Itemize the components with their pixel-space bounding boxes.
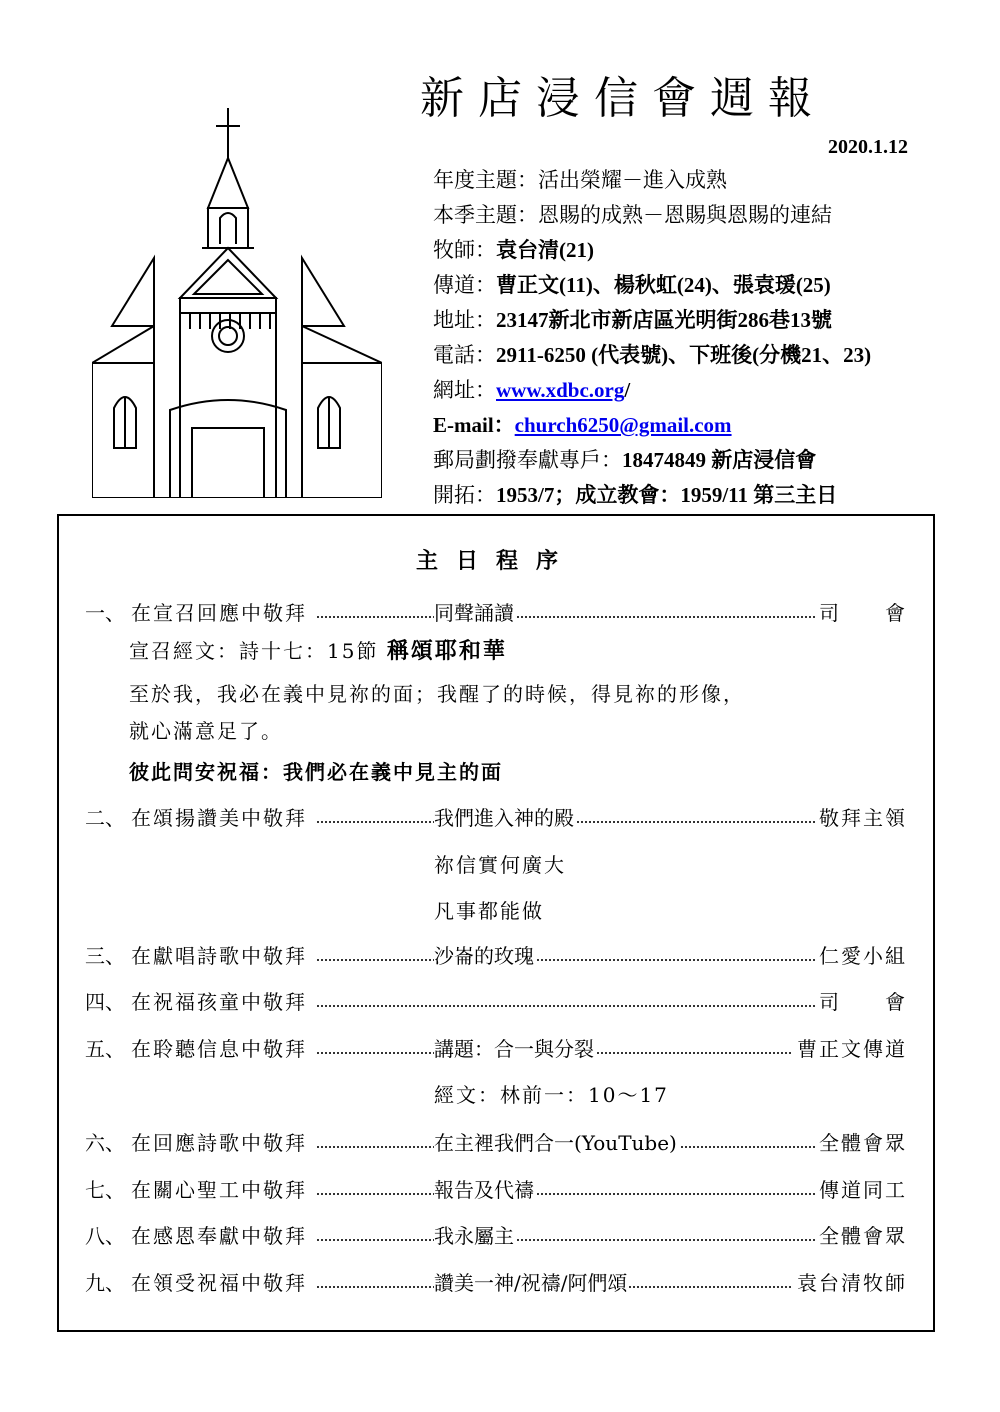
row-number: 一、 (85, 601, 125, 625)
phone-line: 電話：2911-6250 (代表號)、下班後(分機21、23) (433, 343, 872, 367)
row-item: 我永屬主 (434, 1221, 516, 1251)
row-section: 在宣召回應中敬拜 (131, 601, 307, 625)
program-row (85, 1034, 907, 1064)
program-row (85, 803, 907, 833)
program-row (85, 598, 907, 628)
program-row (85, 1268, 907, 1298)
row-leader: 傳道同工 (815, 1175, 907, 1205)
row-leader: 司 會 (815, 598, 907, 628)
row-number: 九、 (85, 1271, 125, 1295)
row-leader: 敬拜主領 (815, 803, 907, 833)
row-item: 報告及代禱 (434, 1175, 536, 1205)
season-theme-line: 本季主題：恩賜的成熟－恩賜與恩賜的連結 (433, 203, 832, 227)
dot-leader (317, 1005, 815, 1007)
row-leader: 全體會眾 (815, 1221, 907, 1251)
row-leader: 全體會眾 (815, 1128, 907, 1158)
call-verse-line: 宣召經文：詩十七：15節 稱頌耶和華 (129, 638, 507, 664)
program-row (85, 987, 907, 1017)
row-item: 在主裡我們合一(YouTube) (434, 1128, 679, 1158)
row-leader: 袁台清牧師 (793, 1268, 907, 1298)
row-section: 在聆聽信息中敬拜 (131, 1037, 307, 1061)
postal-line: 郵局劃撥奉獻專戶：18474849 新店浸信會 (433, 448, 817, 472)
call-verse-text-2: 就心滿意足了。 (129, 719, 283, 743)
row-number: 三、 (85, 944, 125, 968)
program-row (85, 1221, 907, 1251)
row-item: 同聲誦讀 (434, 598, 516, 628)
row-item: 講題：合一與分裂 (434, 1034, 596, 1064)
row-item: 我們進入神的殿 (434, 803, 576, 833)
greeting-line: 彼此問安祝福：我們必在義中見主的面 (129, 760, 503, 784)
bulletin-date: 2020.1.12 (828, 136, 908, 158)
email-link[interactable]: church6250@gmail.com (514, 413, 732, 437)
bulletin-title: 新店浸信會週報 (420, 73, 826, 124)
row-section: 在獻唱詩歌中敬拜 (131, 944, 307, 968)
row-number: 四、 (85, 990, 125, 1014)
song-3: 凡事都能做 (434, 899, 544, 923)
call-verse-text-1: 至於我，我必在義中見祢的面；我醒了的時候，得見祢的形像， (129, 682, 745, 706)
row-section: 在領受祝福中敬拜 (131, 1271, 307, 1295)
row-leader: 司 會 (815, 987, 907, 1017)
website-line: 網址：www.xdbc.org/ (433, 378, 631, 402)
row-section: 在關心聖工中敬拜 (131, 1178, 307, 1202)
website-link[interactable]: www.xdbc.org (496, 378, 625, 402)
row-section: 在回應詩歌中敬拜 (131, 1131, 307, 1155)
church-illustration (92, 108, 382, 498)
program-title: 主日程序 (415, 548, 576, 574)
song-2: 祢信實何廣大 (434, 853, 566, 877)
pastor-line: 牧師：袁台清(21) (433, 238, 594, 262)
row-number: 二、 (85, 806, 125, 830)
row-section: 在感恩奉獻中敬拜 (131, 1224, 307, 1248)
row-leader: 仁愛小組 (815, 941, 907, 971)
program-row (85, 1175, 907, 1205)
row-item: 讚美一神/祝禱/阿們頌 (434, 1268, 629, 1298)
row-number: 八、 (85, 1224, 125, 1248)
program-box (57, 514, 935, 1332)
program-row (85, 941, 907, 971)
row-section: 在祝福孩童中敬拜 (131, 990, 307, 1014)
founded-line: 開拓：1953/7；成立教會：1959/11 第三主日 (433, 483, 838, 507)
row-item: 沙崙的玫瑰 (434, 941, 536, 971)
row-number: 六、 (85, 1131, 125, 1155)
scripture-line: 經文：林前一：10～17 (434, 1083, 669, 1107)
email-line: E-mail：church6250@gmail.com (433, 413, 732, 437)
row-leader: 曹正文傳道 (793, 1034, 907, 1064)
address-line: 地址：23147新北市新店區光明街286巷13號 (433, 308, 832, 332)
row-number: 五、 (85, 1037, 125, 1061)
church-info (433, 163, 993, 513)
year-theme-line: 年度主題：活出榮耀－進入成熟 (433, 168, 727, 192)
program-row (85, 1128, 907, 1158)
preachers-line: 傳道：曹正文(11)、楊秋虹(24)、張袁瑗(25) (433, 273, 831, 297)
row-section: 在頌揚讚美中敬拜 (131, 806, 307, 830)
row-number: 七、 (85, 1178, 125, 1202)
